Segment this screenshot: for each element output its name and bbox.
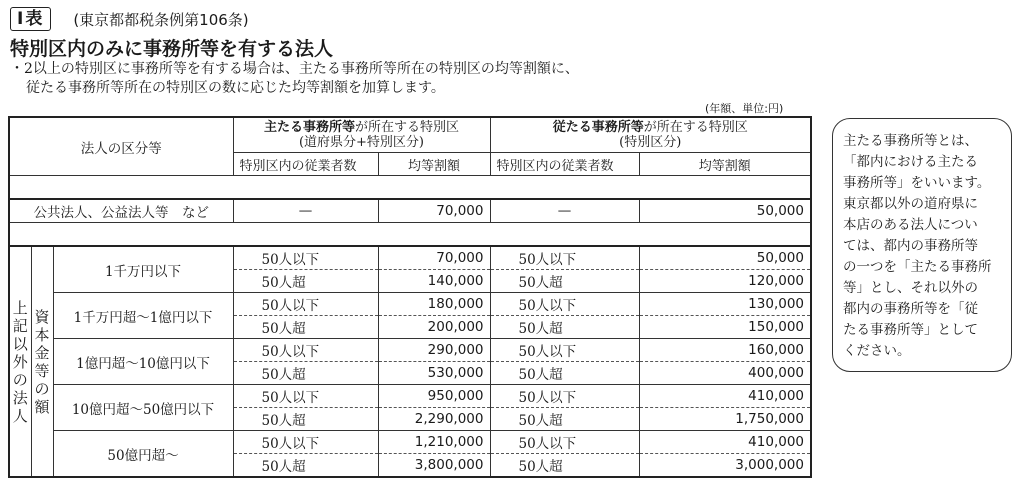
main-employees-cell: 50人以下	[233, 431, 378, 454]
table-row	[9, 431, 811, 454]
sub-amount-cell: 120,000	[639, 270, 811, 293]
note-callout	[832, 118, 1012, 372]
callout-line: の一つを「主たる事務所	[843, 259, 992, 275]
sub-employees-cell: 50人以下	[490, 431, 639, 454]
main-office-header	[233, 117, 490, 153]
callout-line: 都内の事務所等を「従	[843, 301, 978, 317]
public-main-employees: —	[233, 199, 378, 223]
sub-amount-header: 均等割額	[639, 153, 811, 176]
sub-employees-cell: 50人超	[490, 316, 639, 339]
table-row	[9, 293, 811, 316]
capital-char: 等	[34, 361, 50, 380]
description	[10, 60, 579, 98]
callout-line: 「都内における主たる	[843, 154, 978, 170]
capital-char: の	[34, 379, 50, 398]
sub-amount-cell: 150,000	[639, 316, 811, 339]
sub-office-header	[490, 117, 811, 153]
sub-employees-cell: 50人超	[490, 362, 639, 385]
main-employees-header: 特別区内の従業者数	[233, 153, 378, 176]
sub-office-title-rest: が所在する特別区	[643, 120, 748, 135]
header-row	[10, 6, 249, 32]
sub-amount-cell: 160,000	[639, 339, 811, 362]
other-corp-char: 人	[12, 406, 28, 425]
table-id-badge: I表	[10, 7, 51, 31]
capital-char: 本	[34, 325, 50, 344]
sub-employees-cell: 50人以下	[490, 293, 639, 316]
capital-range-label: 50億円超～	[53, 431, 233, 478]
main-employees-cell: 50人以下	[233, 246, 378, 270]
public-row	[9, 199, 811, 223]
main-employees-cell: 50人超	[233, 316, 378, 339]
table-row	[9, 339, 811, 362]
other-corp-char: 以	[12, 334, 28, 353]
tax-rate-table	[8, 116, 812, 478]
main-office-subtitle: (道府県分+特別区分)	[298, 135, 425, 150]
gap-row	[9, 223, 811, 247]
sub-amount-cell: 1,750,000	[639, 408, 811, 431]
unit-note: (年額、単位:円)	[705, 102, 784, 115]
callout-line: 等」とし、それ以外の	[843, 280, 978, 296]
capital-char: 額	[34, 397, 50, 416]
main-employees-cell: 50人以下	[233, 385, 378, 408]
other-corp-char: 記	[12, 316, 28, 335]
callout-line: 主たる事務所等とは、	[843, 133, 978, 149]
law-reference: (東京都都税条例第106条)	[73, 10, 249, 29]
sub-amount-cell: 410,000	[639, 385, 811, 408]
capital-range-label: 10億円超～50億円以下	[53, 385, 233, 431]
table-row	[9, 246, 811, 270]
main-employees-cell: 50人超	[233, 270, 378, 293]
page-title: 特別区内のみに事務所等を有する法人	[10, 38, 334, 60]
sub-amount-cell: 400,000	[639, 362, 811, 385]
main-amount-cell: 2,290,000	[378, 408, 490, 431]
public-label: 公共法人、公益法人等 など	[9, 199, 233, 223]
other-corp-char: の	[12, 370, 28, 389]
sub-amount-cell: 130,000	[639, 293, 811, 316]
sub-employees-cell: 50人以下	[490, 339, 639, 362]
capital-range-label: 1億円超～10億円以下	[53, 339, 233, 385]
callout-line: 本店のある法人につい	[843, 217, 978, 233]
gap-row	[9, 176, 811, 200]
main-employees-cell: 50人超	[233, 454, 378, 478]
capital-char: 資	[34, 307, 50, 326]
main-office-title-rest: が所在する特別区	[355, 120, 460, 135]
capital-range-label: 1千万円超～1億円以下	[53, 293, 233, 339]
public-sub-amount: 50,000	[639, 199, 811, 223]
callout-line: 事務所等」をいいます。	[843, 175, 991, 191]
description-line-2: 従たる事務所等所在の特別区の数に応じた均等割額を加算します。	[26, 80, 445, 96]
table-body	[9, 117, 811, 477]
sub-amount-cell: 50,000	[639, 246, 811, 270]
sub-employees-header: 特別区内の従業者数	[490, 153, 639, 176]
main-employees-cell: 50人以下	[233, 293, 378, 316]
capital-range-label: 1千万円以下	[53, 246, 233, 293]
public-sub-employees: —	[490, 199, 639, 223]
table-row	[9, 385, 811, 408]
sub-office-subtitle: (特別区分)	[619, 135, 682, 150]
public-main-amount: 70,000	[378, 199, 490, 223]
callout-line: 東京都以外の道府県に	[843, 196, 978, 212]
sub-amount-cell: 3,000,000	[639, 454, 811, 478]
main-employees-cell: 50人超	[233, 408, 378, 431]
gap-cell	[9, 223, 811, 247]
gap-cell	[9, 176, 811, 200]
category-header: 法人の区分等	[9, 117, 233, 176]
main-amount-cell: 180,000	[378, 293, 490, 316]
callout-line: たる事務所等」として	[843, 322, 978, 338]
main-amount-cell: 290,000	[378, 339, 490, 362]
header-row-1	[9, 117, 811, 153]
main-amount-cell: 70,000	[378, 246, 490, 270]
sub-employees-cell: 50人以下	[490, 246, 639, 270]
other-corp-char: 法	[12, 388, 28, 407]
main-amount-cell: 530,000	[378, 362, 490, 385]
main-amount-header: 均等割額	[378, 153, 490, 176]
main-amount-cell: 140,000	[378, 270, 490, 293]
sub-employees-cell: 50人以下	[490, 385, 639, 408]
description-line-1: ・2以上の特別区に事務所等を有する場合は、主たる事務所等所在の特別区の均等割額に、	[10, 61, 579, 77]
main-amount-cell: 950,000	[378, 385, 490, 408]
sub-amount-cell: 410,000	[639, 431, 811, 454]
main-amount-cell: 1,210,000	[378, 431, 490, 454]
sub-employees-cell: 50人超	[490, 270, 639, 293]
sub-office-title-bold: 従たる事務所等	[552, 120, 644, 135]
sub-employees-cell: 50人超	[490, 454, 639, 478]
main-office-title-bold: 主たる事務所等	[263, 120, 355, 135]
main-employees-cell: 50人超	[233, 362, 378, 385]
main-amount-cell: 3,800,000	[378, 454, 490, 478]
capital-char: 金	[34, 343, 50, 362]
other-corp-label	[9, 246, 31, 477]
callout-line: ください。	[843, 343, 911, 359]
main-employees-cell: 50人以下	[233, 339, 378, 362]
other-corp-char: 外	[12, 352, 28, 371]
capital-label	[31, 246, 53, 477]
sub-employees-cell: 50人超	[490, 408, 639, 431]
other-corp-char: 上	[12, 298, 28, 317]
main-amount-cell: 200,000	[378, 316, 490, 339]
callout-line: ては、都内の事務所等	[843, 238, 978, 254]
